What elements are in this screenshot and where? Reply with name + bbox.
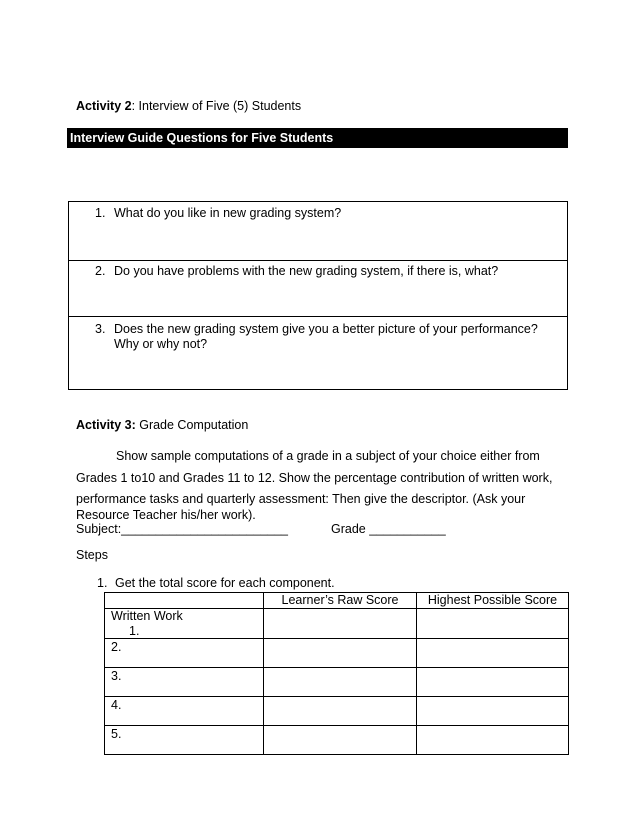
instructions-paragraph (76, 445, 556, 523)
highest-score-cell[interactable] (417, 726, 569, 755)
header-raw-score: Learner’s Raw Score (264, 593, 417, 609)
paragraph-line: Grades 1 to10 and Grades 11 to 12. Show the percentage contribution of written work, (76, 471, 553, 485)
header-blank (105, 593, 264, 609)
header-highest-score: Highest Possible Score (417, 593, 569, 609)
table-row (105, 639, 569, 668)
written-work-label: Written Work (111, 609, 183, 623)
activity-3-heading (76, 418, 248, 432)
activity-3-title: Grade Computation (135, 418, 249, 432)
raw-score-cell[interactable] (264, 668, 417, 697)
row-number: 1. (129, 624, 140, 638)
question-text-cont: Why or why not? (114, 337, 208, 351)
activity-3-label: Activity 3: (76, 418, 136, 432)
row-number: 3. (105, 668, 264, 697)
paragraph-line: Resource Teacher his/her work). (76, 508, 256, 522)
highest-score-cell[interactable] (417, 609, 569, 639)
table-row (105, 726, 569, 755)
row-number: 4. (105, 697, 264, 726)
score-table (104, 592, 569, 755)
question-number: 1. (95, 206, 106, 220)
step-text: Get the total score for each component. (115, 576, 335, 590)
questions-box (68, 201, 568, 390)
question-number: 2. (95, 264, 106, 278)
step-number: 1. (97, 576, 108, 590)
highest-score-cell[interactable] (417, 639, 569, 668)
grade-field[interactable]: Grade ___________ (331, 522, 446, 536)
written-work-cell (105, 609, 264, 639)
steps-label: Steps (76, 548, 108, 562)
paragraph-line: performance tasks and quarterly assessment: Then give the descriptor. (Ask your (76, 492, 526, 506)
activity-2-title: : Interview of Five (5) Students (131, 99, 302, 113)
question-row-2 (69, 260, 567, 317)
highest-score-cell[interactable] (417, 697, 569, 726)
activity-2-label: Activity 2 (76, 99, 132, 113)
highest-score-cell[interactable] (417, 668, 569, 697)
question-text: Do you have problems with the new grading system, if there is, what? (114, 264, 499, 278)
question-text: What do you like in new grading system? (114, 206, 342, 220)
raw-score-cell[interactable] (264, 609, 417, 639)
question-number: 3. (95, 322, 106, 336)
raw-score-cell[interactable] (264, 697, 417, 726)
interview-guide-bar: Interview Guide Questions for Five Students (67, 128, 568, 148)
question-text: Does the new grading system give you a better picture of your performance? (114, 322, 538, 336)
paragraph-line: Show sample computations of a grade in a subject of your choice either from (116, 449, 540, 463)
raw-score-cell[interactable] (264, 726, 417, 755)
question-row-3 (69, 317, 567, 389)
row-number: 2. (105, 639, 264, 668)
table-row (105, 697, 569, 726)
subject-field[interactable]: Subject:________________________ (76, 522, 289, 536)
table-header-row (105, 593, 569, 609)
table-row (105, 609, 569, 639)
row-number: 5. (105, 726, 264, 755)
activity-2-heading (76, 99, 301, 113)
question-row-1 (69, 202, 567, 261)
table-row (105, 668, 569, 697)
raw-score-cell[interactable] (264, 639, 417, 668)
